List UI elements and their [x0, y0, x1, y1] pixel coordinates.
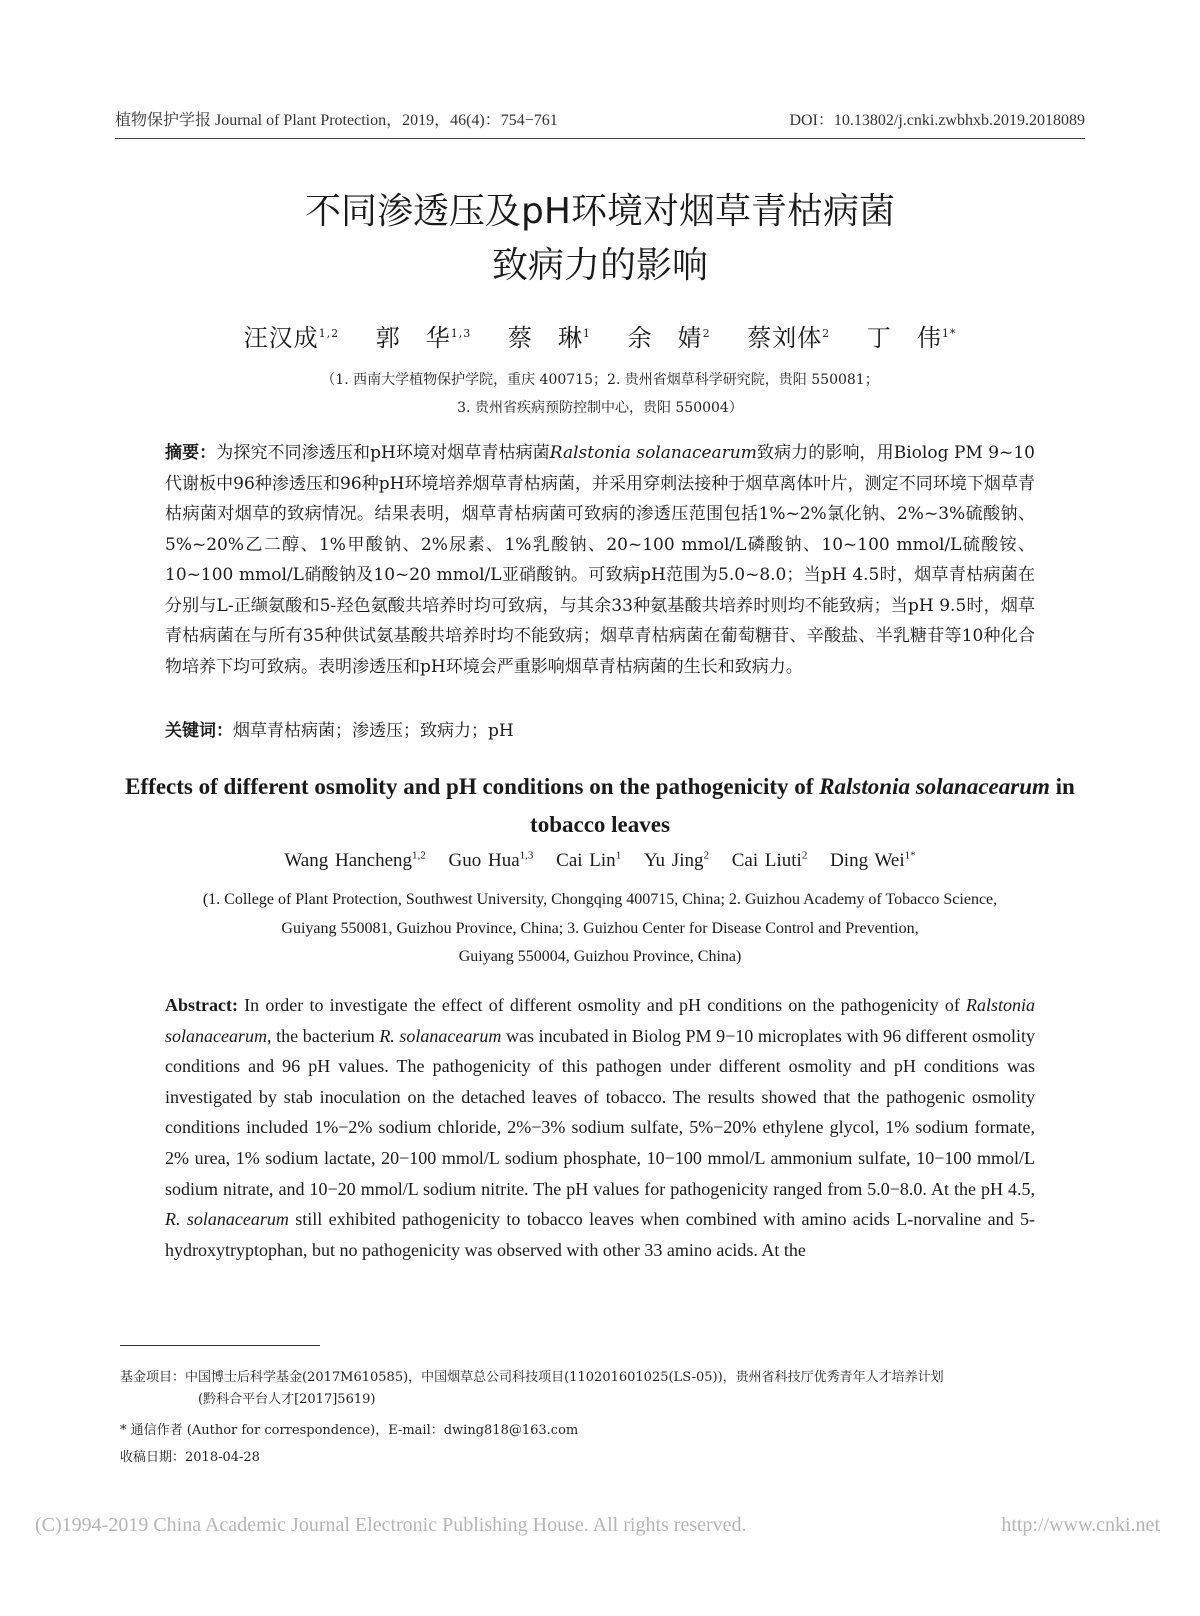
- author: 蔡 琳$^1$: [507, 324, 591, 352]
- header-divider: [115, 138, 1085, 139]
- author: Cai Liuti$^2$: [731, 850, 808, 872]
- affiliation-line: (1. College of Plant Protection, Southwest University, Chongqing 400715, China; 2. Guizhou Academy of Tobacco Science,: [202, 891, 998, 908]
- author: 余 婧$^2$: [627, 324, 711, 352]
- author: 丁 伟$^{1*}$: [866, 324, 957, 352]
- author: 汪汉成$^{1,2}$: [243, 324, 340, 352]
- copyright-text: (C)1994-2019 China Academic Journal Electronic Publishing House. All rights reserved.: [35, 1514, 747, 1536]
- author: Wang Hancheng$^{1,2}$: [284, 850, 426, 872]
- affiliation-line: 3. 贵州省疾病预防控制中心，贵阳 550004）: [457, 400, 743, 416]
- copyright-watermark: [35, 1514, 1160, 1537]
- species-name: Ralstonia solanacearum: [819, 774, 1050, 799]
- author: Yu Jing$^2$: [643, 850, 709, 872]
- chinese-abstract: 摘要：为探究不同渗透压和pH环境对烟草青枯病菌Ralstonia solanacearum致病力的影响，用Biolog PM 9~10代谢板中96种渗透压和96种pH环境培养烟草青枯病菌，并采用穿刺法接种于烟草离体叶片，测定不同环境下烟草青枯病菌对烟草的致病情况。结果表明，烟草青枯病菌可致病的渗透压范围包括1%~2%氯化钠、2%~3%硫酸钠、5%~20%乙二醇、1%甲酸钠、2%尿素、1%乳酸钠、20~100 mmol/L磷酸钠、10~100 mmol/L硫酸铵、10~100 mmol/L硝酸钠及10~20 mmol/L亚硝酸钠。可致病pH范围为5.0~8.0；当pH 4.5时，烟草青枯病菌在分别与L-正缬氨酸和5-羟色氨酸共培养时均可致病，与其余33种氨基酸共培养时则均不能致病；当pH 9.5时，烟草青枯病菌在与所有35种供试氨基酸共培养时均不能致病；烟草青枯病菌在葡萄糖苷、辛酸盐、半乳糖苷等10种化合物培养下均可致病。表明渗透压和pH环境会严重影响烟草青枯病菌的生长和致病力。: [165, 443, 1035, 677]
- chinese-authors: [0, 318, 1200, 353]
- author: Ding Wei$^{1*}$: [830, 850, 916, 872]
- author: Cai Lin$^1$: [556, 850, 622, 872]
- footnote-received-date: 收稿日期：2018-04-28: [120, 1450, 260, 1465]
- author: 蔡刘体$^2$: [747, 324, 831, 352]
- species-name: Ralstonia solanacearum: [549, 443, 757, 463]
- doi[interactable]: DOI：10.13802/j.cnki.zwbhxb.2019.2018089: [789, 112, 1085, 129]
- affiliation-line: （1. 西南大学植物保护学院，重庆 400715；2. 贵州省烟草科学研究院，贵阳 550081；: [321, 372, 879, 388]
- footnote-funding: 基金项目：中国博士后科学基金(2017M610585)，中国烟草总公司科技项目(110201601025(LS-05))，贵州省科技厅优秀青年人才培养计划 (黔科合平台人才[2017]5619): [120, 1370, 944, 1407]
- chinese-affiliations: [0, 366, 1200, 422]
- cnki-link[interactable]: http://www.cnki.net: [1001, 1514, 1160, 1536]
- affiliation-line: Guiyang 550081, Guizhou Province, China; 3. Guizhou Center for Disease Control and Prevention,: [281, 919, 919, 937]
- affiliation-line: Guiyang 550004, Guizhou Province, China): [458, 948, 742, 965]
- chinese-title-line-2: 致病力的影响: [491, 245, 708, 286]
- keywords-text: 烟草青枯病菌；渗透压；致病力；pH: [233, 721, 514, 741]
- chinese-title-line-1: 不同渗透压及pH环境对烟草青枯病菌: [305, 191, 895, 232]
- keywords-label: 关键词：: [165, 721, 233, 741]
- chinese-title: [0, 185, 1200, 293]
- author: 郭 华$^{1,3}$: [375, 324, 472, 352]
- chinese-keywords: [165, 716, 1035, 741]
- english-affiliations: [120, 886, 1080, 972]
- abstract-label: 摘要：: [165, 443, 217, 463]
- footnote-corresponding-author: * 通信作者 (Author for correspondence)，E-mail：dwing818@163.com: [120, 1423, 579, 1438]
- abstract-label: Abstract:: [165, 995, 238, 1015]
- english-abstract: Abstract: In order to investigate the effect of different osmolity and pH conditions on the pathogenicity of Ralstonia solanacearum, the bacterium R. solanacearum was incubated in Biolog PM 9−10 microplates with 96 different osmolity conditions and 96 pH values. The pathogenicity of this pathogen under different osmolity and pH conditions was investigated by stab inoculation on the detached leaves of tobacco. The results showed that the pathogenic osmolity conditions included 1%−2% sodium chloride, 2%−3% sodium sulfate, 5%−20% ethylene glycol, 1% sodium formate, 2% urea, 1% sodium lactate, 20−100 mmol/L sodium phosphate, 10−100 mmol/L ammonium sulfate, 10−100 mmol/L sodium nitrate, and 10−20 mmol/L sodium nitrite. The pH values for pathogenicity ranged from 5.0−8.0. At the pH 4.5, R. solanacearum still exhibited pathogenicity to tobacco leaves when combined with amino acids L-norvaline and 5-hydroxytryptophan, but no pathogenicity was observed with other 33 amino acids. At the: [165, 995, 1035, 1260]
- english-authors: [0, 850, 1200, 872]
- author: Guo Hua$^{1,3}$: [448, 850, 534, 872]
- english-title: Effects of different osmolity and pH conditions on the pathogenicity of Ralstonia solanacearum in tobacco leaves: [125, 774, 1075, 837]
- journal-citation: 植物保护学报 Journal of Plant Protection，2019，46(4)：754−761: [115, 112, 558, 129]
- footnote-divider: [120, 1345, 320, 1346]
